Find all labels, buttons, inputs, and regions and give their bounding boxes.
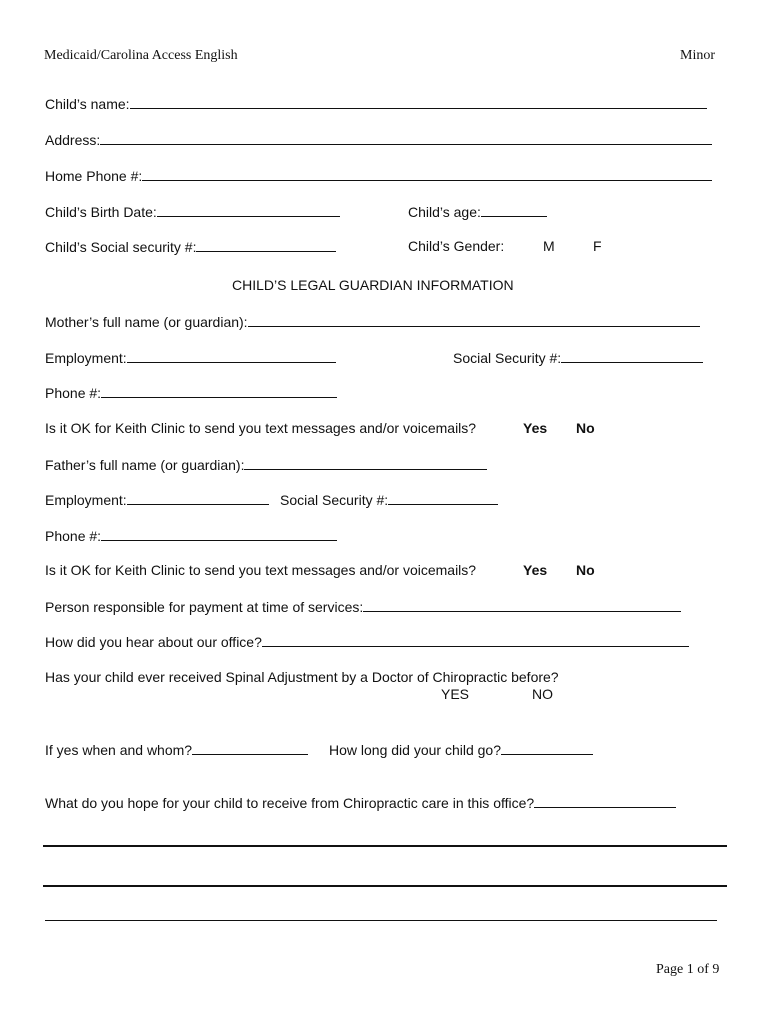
address-label: Address: (45, 132, 101, 148)
mother-employment-label: Employment: (45, 350, 127, 366)
mother-phone-label: Phone #: (45, 385, 102, 401)
hope-row (45, 794, 676, 811)
referral-field[interactable] (262, 633, 689, 647)
mother-name-row (45, 313, 700, 330)
father-text-yes[interactable]: Yes (523, 562, 548, 578)
how-long-field[interactable] (501, 741, 593, 755)
mother-ssn-field[interactable] (561, 349, 703, 363)
referral-row (45, 633, 689, 650)
father-phone-field[interactable] (101, 527, 337, 541)
father-ssn-field[interactable] (388, 491, 498, 505)
gender-option-m[interactable]: M (543, 238, 555, 254)
address-field[interactable] (100, 131, 712, 145)
spinal-no-option[interactable]: NO (532, 686, 553, 702)
mother-ssn-row (453, 349, 703, 366)
child-name-field[interactable] (130, 95, 707, 109)
father-text-question: Is it OK for Keith Clinic to send you text messages and/or voicemails? (45, 562, 477, 578)
father-phone-label: Phone #: (45, 528, 102, 544)
father-phone-row (45, 527, 337, 544)
birth-date-field[interactable] (157, 203, 340, 217)
age-row (408, 203, 547, 220)
father-ssn-label: Social Security #: (280, 492, 389, 508)
hope-label: What do you hope for your child to receive from Chiropractic care in this office? (45, 795, 535, 811)
mother-employment-row (45, 349, 336, 366)
father-name-field[interactable] (244, 456, 487, 470)
payment-field[interactable] (363, 598, 681, 612)
age-label: Child’s age: (408, 204, 481, 220)
child-name-label: Child’s name: (45, 96, 130, 112)
father-employment-row (45, 491, 269, 508)
age-field[interactable] (481, 203, 547, 217)
spinal-question: Has your child ever received Spinal Adjustment by a Doctor of Chiropractic before? (45, 669, 559, 685)
how-long-label: How long did your child go? (329, 742, 501, 758)
mother-text-no[interactable]: No (576, 420, 595, 436)
payment-row (45, 598, 681, 615)
mother-name-field[interactable] (248, 313, 700, 327)
how-long-row (329, 741, 593, 758)
mother-phone-field[interactable] (101, 384, 337, 398)
gender-option-f[interactable]: F (593, 238, 602, 254)
child-ssn-field[interactable] (196, 238, 336, 252)
mother-text-question: Is it OK for Keith Clinic to send you text messages and/or voicemails? (45, 420, 477, 436)
child-ssn-row (45, 238, 336, 255)
payment-label: Person responsible for payment at time of services: (45, 599, 364, 615)
mother-employment-field[interactable] (127, 349, 336, 363)
birth-date-label: Child’s Birth Date: (45, 204, 157, 220)
hope-field[interactable] (534, 794, 676, 808)
answer-line-3[interactable] (45, 920, 717, 921)
referral-label: How did you hear about our office? (45, 634, 262, 650)
answer-line-2[interactable] (43, 885, 727, 887)
when-whom-label: If yes when and whom? (45, 742, 193, 758)
header-title: Medicaid/Carolina Access English (44, 48, 238, 63)
header-form-type: Minor (680, 48, 715, 63)
home-phone-row (45, 167, 712, 184)
answer-line-1[interactable] (43, 845, 727, 847)
father-ssn-row (280, 491, 498, 508)
father-employment-field[interactable] (127, 491, 269, 505)
mother-text-yes[interactable]: Yes (523, 420, 548, 436)
father-name-row (45, 456, 487, 473)
father-employment-label: Employment: (45, 492, 127, 508)
father-text-no[interactable]: No (576, 562, 595, 578)
address-row (45, 131, 712, 148)
mother-ssn-label: Social Security #: (453, 350, 562, 366)
birth-date-row (45, 203, 340, 220)
guardian-section-heading: CHILD’S LEGAL GUARDIAN INFORMATION (232, 277, 514, 293)
home-phone-label: Home Phone #: (45, 168, 143, 184)
gender-label: Child’s Gender: (408, 238, 505, 254)
when-whom-row (45, 741, 308, 758)
mother-name-label: Mother’s full name (or guardian): (45, 314, 248, 330)
spinal-yes-option[interactable]: YES (441, 686, 470, 702)
page-number: Page 1 of 9 (656, 962, 720, 977)
child-ssn-label: Child’s Social security #: (45, 239, 197, 255)
father-name-label: Father’s full name (or guardian): (45, 457, 245, 473)
home-phone-field[interactable] (142, 167, 712, 181)
when-whom-field[interactable] (192, 741, 308, 755)
mother-phone-row (45, 384, 337, 401)
child-name-row (45, 95, 707, 112)
